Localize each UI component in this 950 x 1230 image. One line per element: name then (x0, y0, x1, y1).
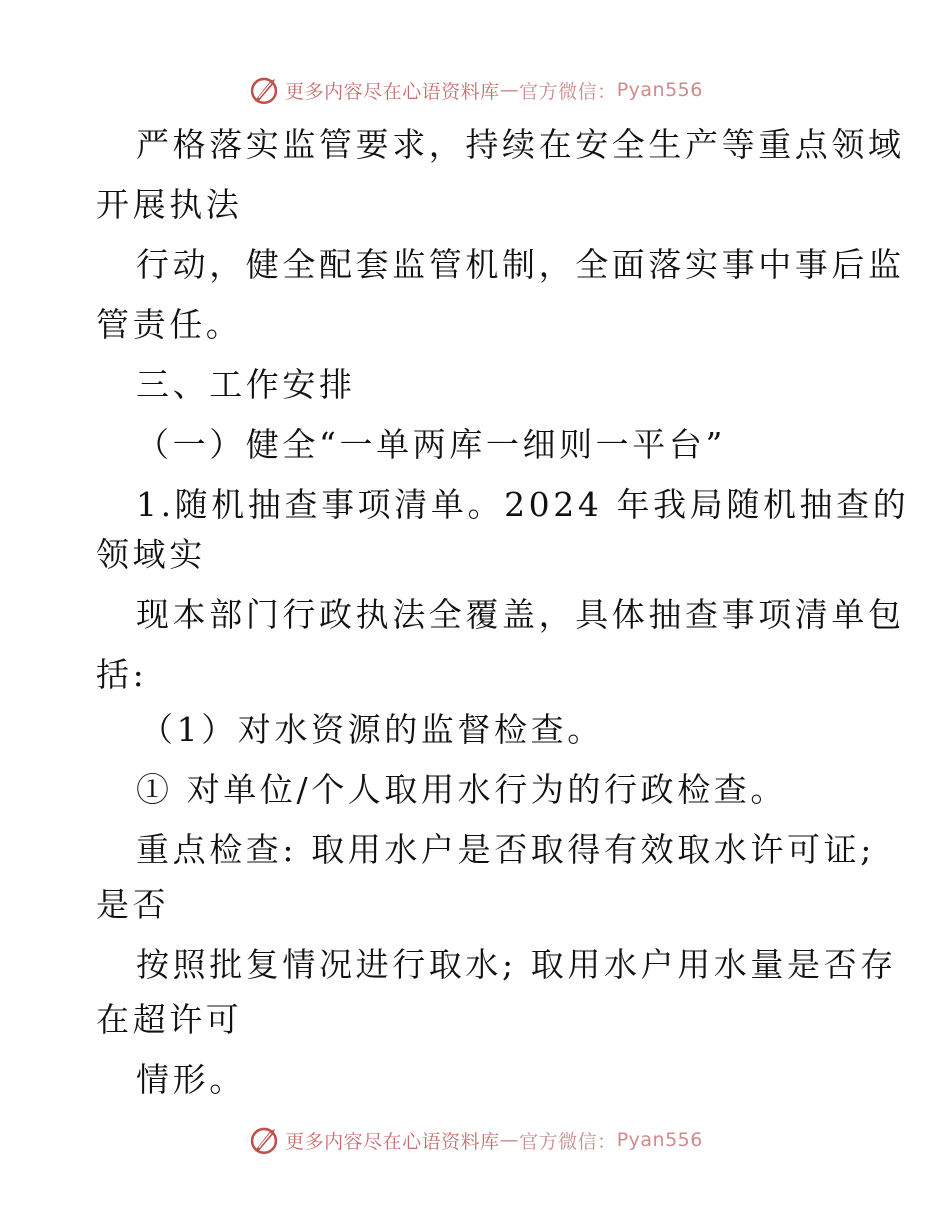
watermark-label: 官方微信： (519, 1130, 617, 1153)
paragraph-line: 行动，健全配套监管机制，全面落实事中事后监 (136, 245, 905, 284)
paragraph-line: 在超许可 (96, 1000, 243, 1039)
watermark-separator: — (499, 79, 520, 101)
paragraph-line: 管责任。 (96, 305, 243, 344)
watermark-separator: — (499, 1129, 520, 1151)
list-item-heading: （1）对水资源的监督检查。 (140, 710, 604, 749)
paragraph-line: 领域实 (96, 535, 206, 574)
paragraph-line: 1.随机抽查事项清单。2024 年我局随机抽查的 (136, 485, 910, 524)
subsection-heading: （一）健全“一单两库一细则一平台” (136, 425, 726, 464)
quill-pen-logo-icon (247, 73, 281, 107)
paragraph-line: 情形。 (136, 1060, 246, 1099)
list-item: ① 对单位/个人取用水行为的行政检查。 (136, 770, 788, 809)
paragraph-line: 严格落实监管要求，持续在安全生产等重点领域 (136, 125, 905, 164)
header-watermark (0, 70, 950, 110)
footer-watermark (0, 1120, 950, 1160)
watermark-text: 更多内容尽在心语资料库 (285, 80, 500, 103)
quill-pen-logo-icon (247, 1123, 281, 1157)
paragraph-line: 重点检查: 取用水户是否取得有效取水许可证; (136, 830, 875, 869)
paragraph-line: 开展执法 (96, 185, 243, 224)
paragraph-line: 按照批复情况进行取水; 取用水户用水量是否存 (136, 945, 897, 984)
paragraph-line: 是否 (96, 885, 170, 924)
section-heading: 三、工作安排 (136, 365, 356, 404)
watermark-id: Pyan556 (616, 79, 703, 101)
watermark-id: Pyan556 (616, 1129, 703, 1151)
paragraph-line: 现本部门行政执法全覆盖，具体抽查事项清单包 (136, 595, 905, 634)
watermark-label: 官方微信： (519, 80, 617, 103)
watermark-text: 更多内容尽在心语资料库 (285, 1130, 500, 1153)
paragraph-line: 括: (96, 655, 148, 694)
